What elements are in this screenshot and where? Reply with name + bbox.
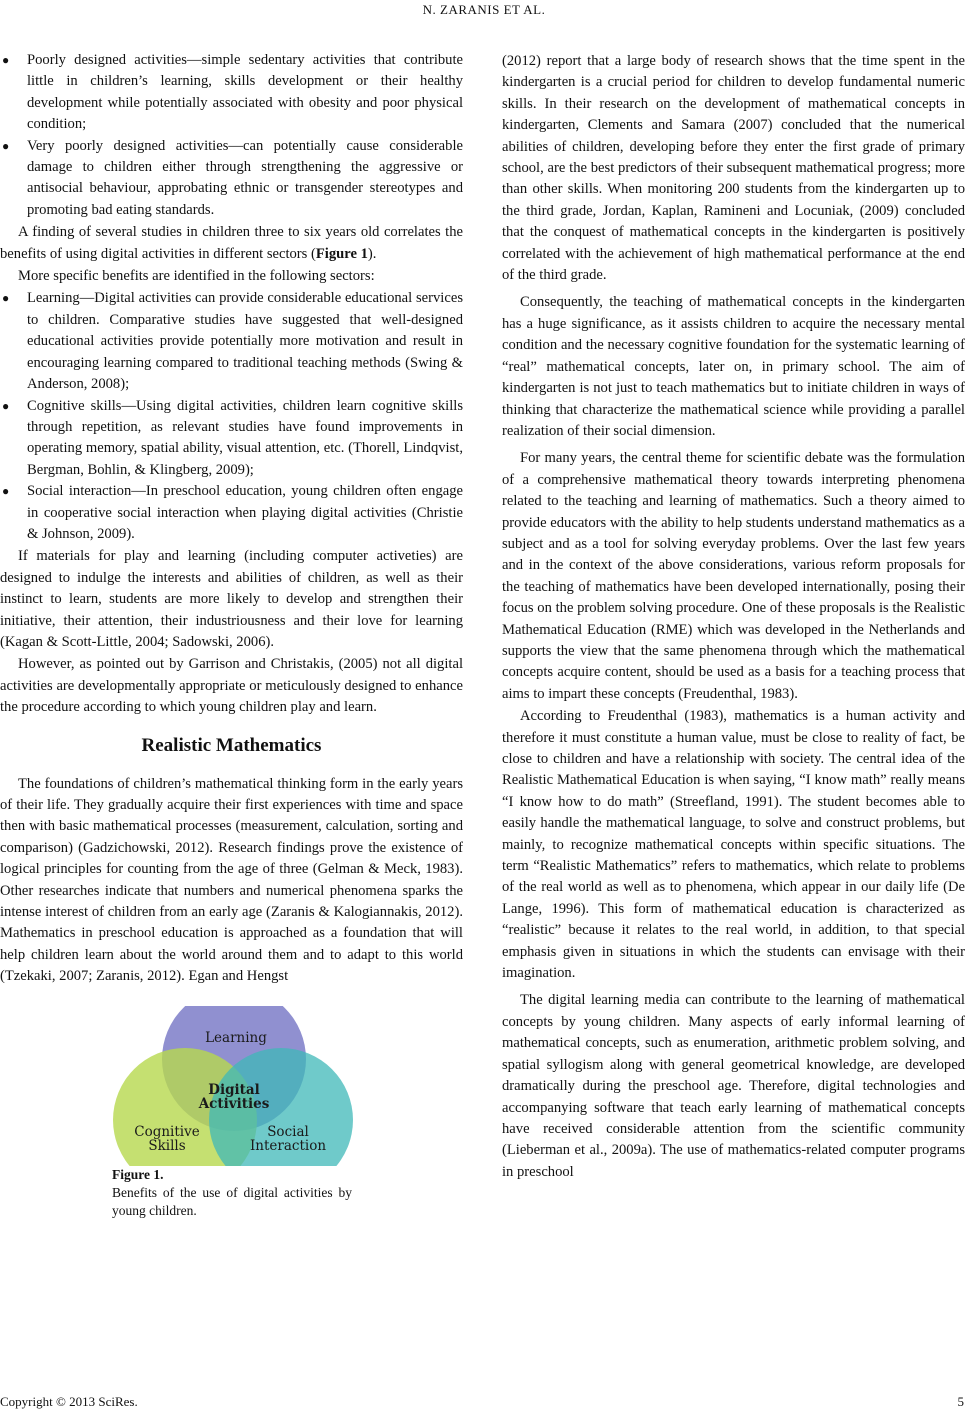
bullet-icon: ● — [2, 398, 10, 413]
paragraph-text: A finding of several studies in children three to six years old correlates the benefits of using digital activities in different sectors ( — [0, 224, 463, 262]
section-heading: Realistic Mathematics — [141, 734, 322, 756]
list-item — [0, 396, 463, 482]
label-social: Social — [267, 1123, 309, 1140]
figure-1 — [0, 1006, 463, 1241]
figure-reference-link[interactable]: Figure 1 — [315, 245, 368, 262]
list-item-text: Cognitive skills—Using digital activities, children learn cognitive skills through repetition, as relevant studies have found improvements in operating memory, spatial ability, visual attention, etc. (Thorell, Lindqvist, Bergman, Bohlin, & Klingberg, 2009); — [27, 397, 463, 478]
paragraph: Consequently, the teaching of mathematical concepts in the kindergarten has a huge significance, as it assists children to acquire the necessary mental condition and the necessary cognitive foundation for the systematic learning of “real” mathematical concepts, later on, in primary school. The aim of kindergarten is not just to teach mathematics but to initiate children in ways of thinking that characterize the mathematical science while providing a parallel realization of their social dimension. — [502, 294, 965, 439]
label-learning: Learning — [205, 1029, 267, 1046]
list-item — [0, 50, 463, 136]
bullet-icon: ● — [2, 53, 10, 67]
figure-caption-text: Benefits of the use of digital activities by young children. — [112, 1184, 352, 1218]
paragraph: However, as pointed out by Garrison and Christakis, (2005) not all digital activities are developmentally appropriate or meticulously designed to enhance the procedure according to which young children play and learn. — [0, 656, 463, 716]
paragraph-text: ). — [367, 245, 377, 262]
bullet-list-benefits — [0, 288, 463, 545]
copyright-footer: Copyright © 2013 SciRes. — [0, 1394, 138, 1409]
label-interaction: Interaction — [249, 1137, 327, 1154]
bullet-icon: ● — [2, 291, 10, 306]
bullet-icon: ● — [2, 138, 10, 153]
label-digital: Digital — [208, 1081, 260, 1098]
list-item — [0, 481, 463, 545]
list-item-text: Very poorly designed activities—can potentially cause considerable damage to children either through strengthening the aggressive or antisocial behaviour, approbating ethnic or transgender stereotypes and promoting bad eating standards. — [27, 137, 463, 218]
paragraph: If materials for play and learning (including computer activeties) are designed to indulge the interests and abilities of children, as well as their instinct to learn, students are more likely to develop and strengthen their initiative, their attention, their industriousness and their love for learning (Kagan & Scott-Little, 2004; Sadowski, 2006). — [0, 548, 463, 650]
paragraph: (2012) report that a large body of research shows that the time spent in the kindergarten is a crucial period for children to develop fundamental numeric skills. In their research on the development of mathematical concepts in kindergarten, Clements and Samara (2007) concluded that the numerical abilities of children, developing before they enter the first grade of primary school, are the best predictors of their subsequent mathematical progress; more than other skills. When monitoring 200 students from the kindergarten up to the third grade, Jordan, Kaplan, Ramineni and Locuniak, (2009) concluded that the conquest of mathematical concepts in the kindergarten is positively correlated with the achievement of high mathematical performance at the end of the third grade. — [502, 53, 965, 284]
bullet-list-activity-types — [0, 50, 463, 221]
running-header: N. ZARANIS ET AL. — [422, 2, 546, 17]
list-item-text: Learning—Digital activities can provide considerable educational services to children. Comparative studies have suggested that well-designed educational activities provide potentially more motivation and result in encouraging learning compared to traditional teaching methods (Swing & Anderson, 2008); — [27, 290, 463, 393]
list-item — [0, 136, 463, 222]
list-item-text: Social interaction—In preschool education, young children often engage in cooperative social interaction when playing digital activities (Christie & Johnson, 2009). — [27, 483, 463, 542]
paragraph: According to Freudenthal (1983), mathematics is a human activity and therefore it must constitute a human value, must be close to reality of fact, be close to children and have a relationship with society. The central idea of the Realistic Mathematical Education is when saying, “I know math” really means “I know how to do math” (Streefland, 1991). The student becomes able to easily handle the mathematical language, to solve and construct problems, but mainly, to recognize mathematical concepts within specific situations. The term “Realistic Mathematics” refers to mathematics, which relate to problems of the real world as well as to phenomena, which appear in our daily life (De Lange, 1996). This form of mathematical education is characterized as “realistic” because it relates to the real world, in addition, to that special emphasis given in situations in which the students can envisage with their imagination. — [502, 708, 965, 982]
label-skills: Skills — [148, 1137, 186, 1154]
list-item — [0, 288, 463, 395]
paragraph: The digital learning media can contribute to the learning of mathematical concepts by young children. Many aspects of early informal learning of mathematical concepts, such as enumeration, arithmetic problem solving, and spatial syllogism along with general geometrical knowledge, are developed dramatically during the preschool age. Therefore, digital technologies and accompanying software that teach early learning of mathematical concepts have received considerable attention from the scientific community (Lieberman et al., 2009a). The use of mathematics-related computer programs in preschool — [502, 992, 965, 1180]
right-column — [502, 51, 965, 1184]
paragraph: The foundations of children’s mathematical thinking form in the early years of their life. They gradually acquire their first experiences with time and space then with basic mathematical processes (measurement, calculation, sorting and comparison) (Gadzichowski, 2012). Research findings prove the existence of logical principles for counting from the age of three (Gelman & Meck, 1983). Other researches indicate that numbers and numerical phenomena sparks the intense interest of children from an early age (Zaranis & Kalogiannakis, 2012). Mathematics in preschool education is approached as a foundation that will help children learn about the world around them and to adapt to this world (Tzekaki, 2007; Zaranis, 2012). Egan and Hengst — [0, 775, 463, 985]
label-activities: Activities — [198, 1095, 270, 1112]
left-column — [0, 50, 463, 1241]
page-number: 5 — [957, 1394, 964, 1409]
paragraph — [0, 222, 463, 265]
venn-diagram — [110, 1006, 355, 1166]
paragraph: More specific benefits are identified in the following sectors: — [18, 268, 375, 285]
bullet-icon: ● — [2, 484, 10, 499]
figure-caption — [112, 1166, 352, 1220]
label-cognitive: Cognitive — [134, 1123, 200, 1140]
list-item-text: Poorly designed activities—simple sedentary activities that contribute little in children’s learning, skills development or their healthy development while potentially associated with obesity and poor physical condition; — [27, 52, 463, 133]
paragraph: For many years, the central theme for scientific debate was the formulation of a comprehensive mathematical theory towards interpreting phenomena related to the teaching and learning of mathematics. Such a theory aimed to provide educators with the ability to help students understand mathematics as a subject and as a tool for solving everyday problems. Over the last few years and in the context of the above considerations, various reform proposals for the teaching of mathematics have been developed internationally, posing their focus on the problem solving procedure. One of these proposals is the Realistic Mathematical Education (RME) which was developed in the Netherlands and supports the view that the same phenomena through which the mathematical concepts acquire content, should be used as a basis for a teaching process that aims to impart these concepts (Freudenthal, 1983). — [502, 450, 965, 702]
figure-caption-label: Figure 1. — [112, 1166, 164, 1182]
